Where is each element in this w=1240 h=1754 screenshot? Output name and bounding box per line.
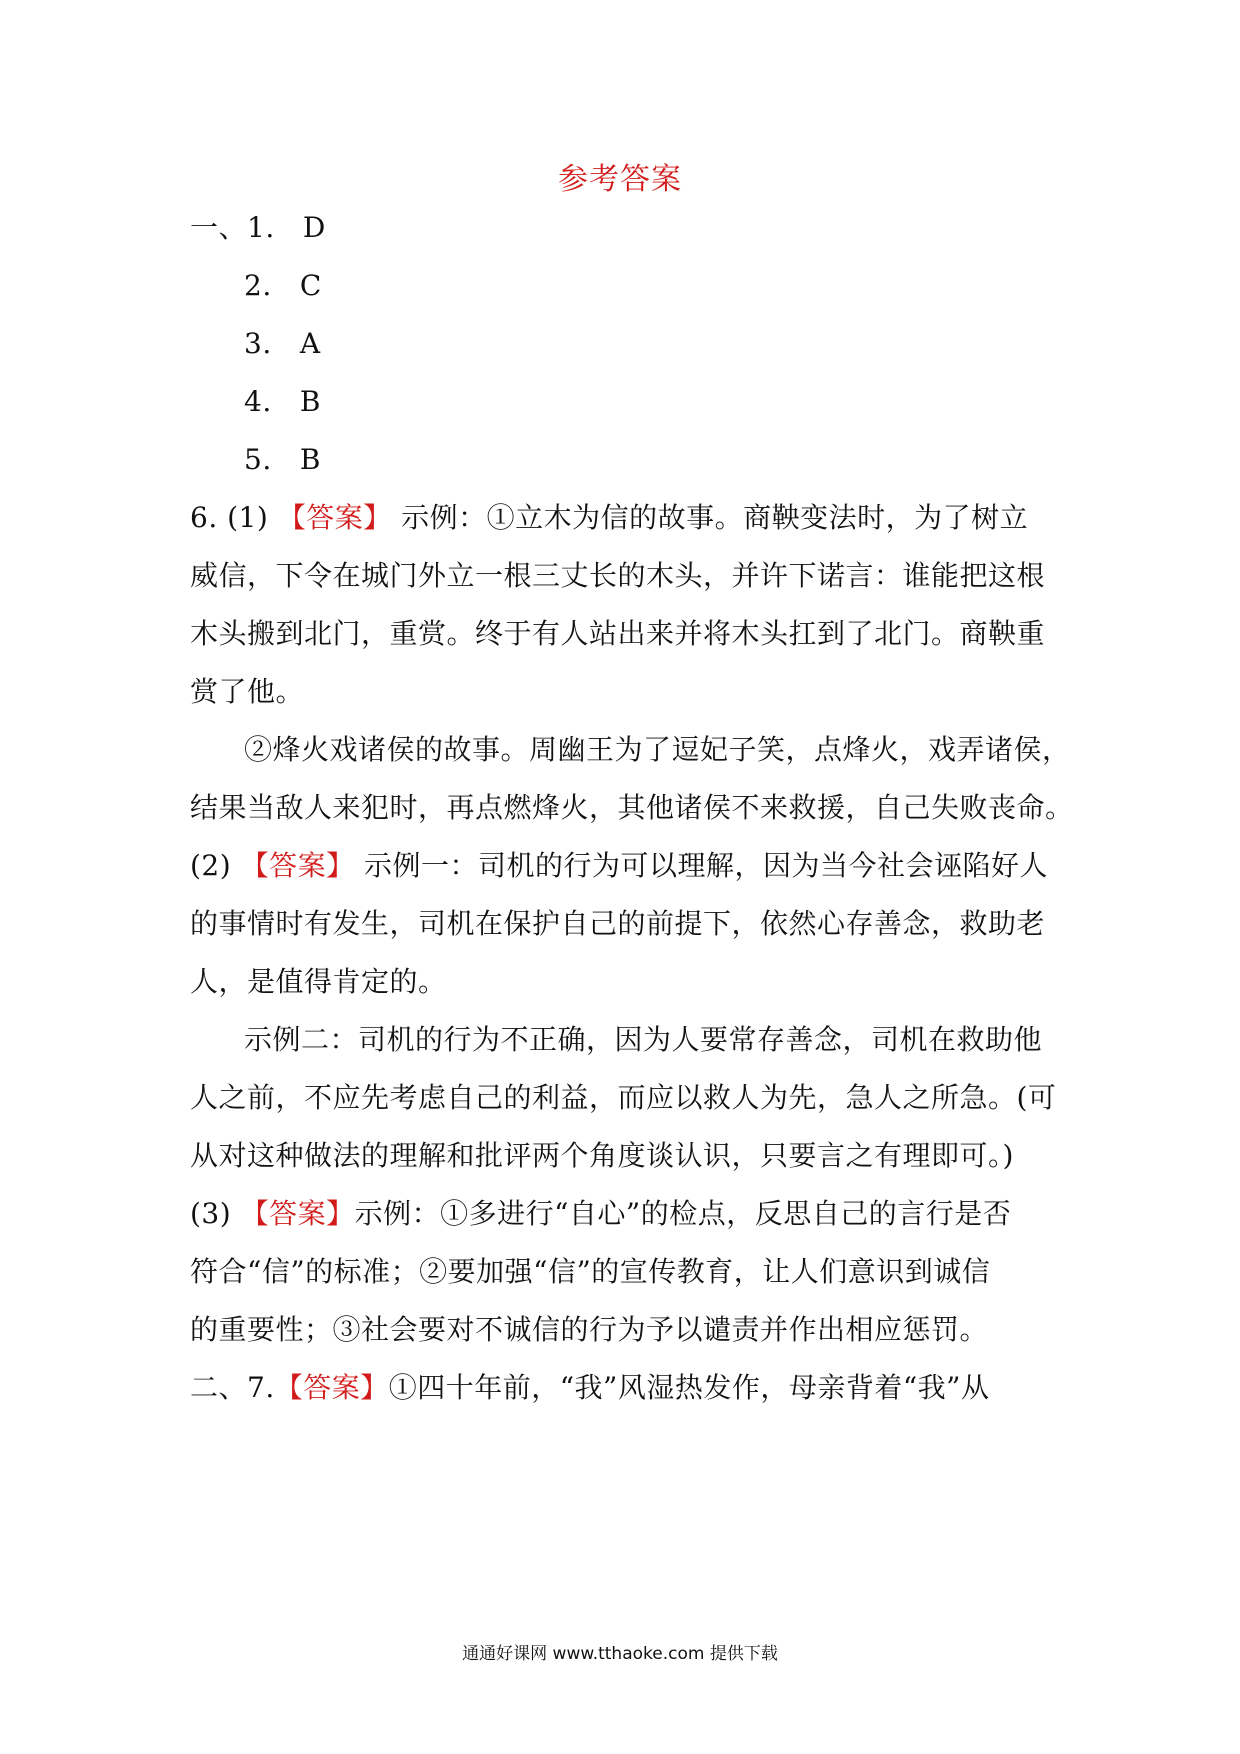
q6-part3-text: 示例：①多进行“自心”的检点，反思自己的言行是否	[354, 1197, 1012, 1230]
q4-row	[244, 382, 321, 422]
q6-part3-prefix: (3)	[190, 1197, 241, 1230]
q5-answer: B	[299, 443, 321, 476]
q1-prefix: 一、1.	[190, 211, 275, 244]
q6-part2-line5: 人之前，不应先考虑自己的利益，而应以救人为先，急人之所急。(可	[190, 1081, 1057, 1114]
q6-part2-line2: 的事情时有发生，司机在保护自己的前提下，依然心存善念，救助老	[190, 907, 1046, 940]
q6-part1-line2: 威信，下令在城门外立一根三丈长的木头，并许下诺言：谁能把这根	[190, 559, 1046, 592]
q1-answer: D	[302, 211, 326, 244]
q4-number: 4.	[244, 385, 272, 418]
q5-number: 5.	[244, 443, 272, 476]
q6-part2-line6: 从对这种做法的理解和批评两个角度谈认识，只要言之有理即可。)	[190, 1139, 1014, 1172]
q6-part2-prefix: (2)	[190, 849, 241, 882]
q6-part3-line3: 的重要性；③社会要对不诚信的行为予以谴责并作出相应惩罚。	[190, 1313, 989, 1346]
q5-row	[244, 440, 321, 480]
q7-text: ①四十年前，“我”风湿热发作，母亲背着“我”从	[388, 1371, 990, 1404]
page-title: 参考答案	[558, 162, 682, 197]
q3-number: 3.	[244, 327, 272, 360]
q6-part1-line1	[190, 498, 1028, 538]
q6-part1-line3: 木头搬到北门，重赏。终于有人站出来并将木头扛到了北门。商鞅重	[190, 617, 1046, 650]
q6-part1-text: 示例：①立木为信的故事。商鞅变法时，为了树立	[391, 501, 1029, 534]
q6-part3-line2: 符合“信”的标准；②要加强“信”的宣传教育，让人们意识到诚信	[190, 1255, 991, 1288]
q4-answer: B	[299, 385, 321, 418]
answer-tag: 【答案】	[277, 501, 392, 534]
q3-row	[244, 324, 321, 364]
q6-part1-prefix: 6. (1)	[190, 501, 278, 534]
q6-part2-line1	[190, 846, 1048, 886]
q6-part2-line4: 示例二：司机的行为不正确，因为人要常存善念，司机在救助他	[244, 1023, 1043, 1056]
q2-row	[244, 266, 322, 306]
q2-number: 2.	[244, 269, 272, 302]
q6-part2-line3: 人，是值得肯定的。	[190, 965, 447, 998]
page-footer: 通通好课网 www.tthaoke.com 提供下载	[462, 1644, 778, 1664]
q6-part2-text: 示例一：司机的行为可以理解，因为当今社会诬陷好人	[354, 849, 1048, 882]
answer-tag: 【答案】	[274, 1371, 389, 1404]
q6-part1-line6: 结果当敌人来犯时，再点燃烽火，其他诸侯不来救援，自己失败丧命。	[190, 791, 1074, 824]
q7-line1	[190, 1368, 990, 1408]
q6-part1-line4: 赏了他。	[190, 675, 305, 708]
answer-tag: 【答案】	[240, 1197, 355, 1230]
q2-answer: C	[299, 269, 322, 302]
q3-answer: A	[299, 327, 321, 360]
q6-part1-line5: ②烽火戏诸侯的故事。周幽王为了逗妃子笑，点烽火，戏弄诸侯，	[244, 733, 1071, 766]
q1-row	[190, 208, 326, 248]
q7-prefix: 二、7.	[190, 1371, 275, 1404]
answer-tag: 【答案】	[240, 849, 355, 882]
q6-part3-line1	[190, 1194, 1011, 1234]
